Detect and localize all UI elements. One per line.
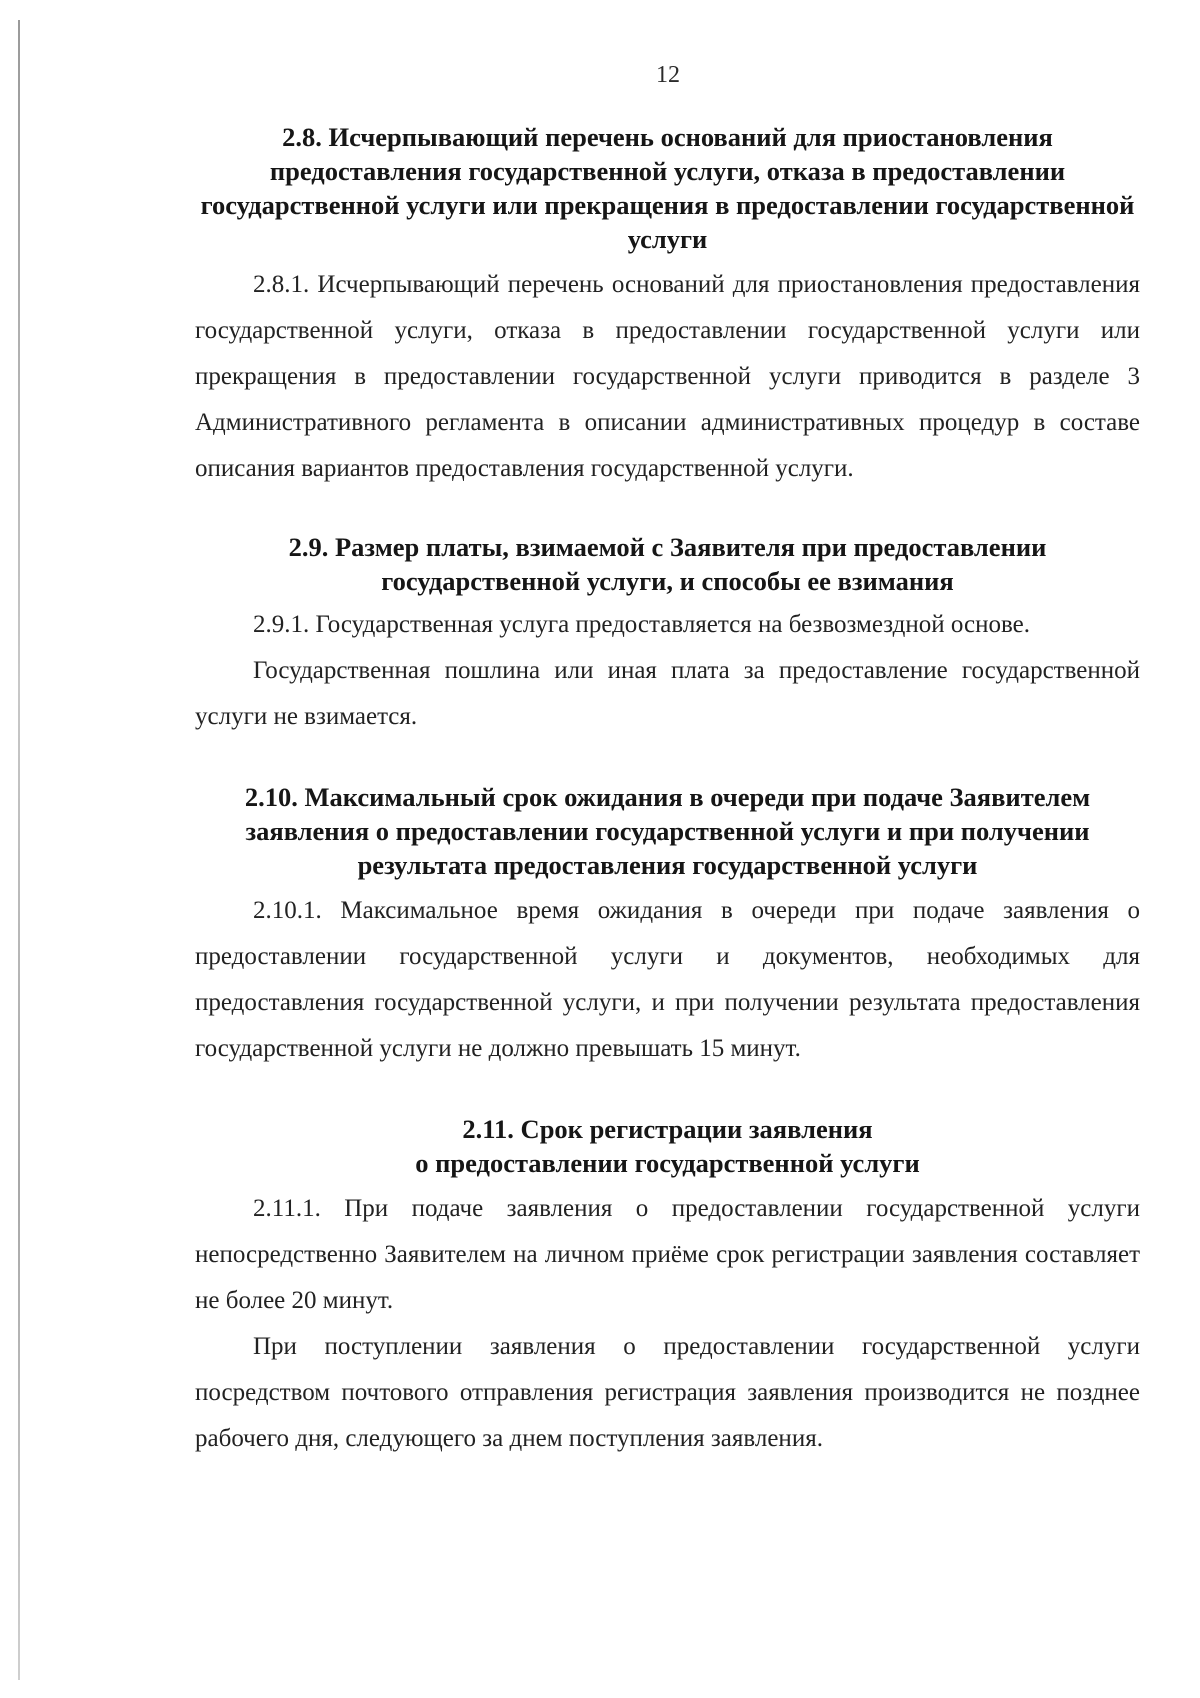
document-body xyxy=(195,120,1140,1462)
paragraph: 2.10.1. Максимальное время ожидания в очереди при подаче заявления о предоставлении государственной услуги и документов, необходимых для предоставления государственной услуги, и при получении результата предоставления государственной услуги не должно превышать 15 минут. xyxy=(195,897,1140,1062)
paragraph: 2.9.1. Государственная услуга предоставляется на безвозмездной основе. xyxy=(253,611,1030,638)
section-2-10 xyxy=(195,780,1140,1072)
section-heading-line: о предоставлении государственной услуги xyxy=(415,1148,920,1178)
section-2-9 xyxy=(195,530,1140,740)
section-heading-line: 2.11. Срок регистрации заявления xyxy=(462,1114,873,1144)
paragraph: Государственная пошлина или иная плата за предоставление государственной услуги не взимается. xyxy=(195,657,1140,730)
paragraph: При поступлении заявления о предоставлении государственной услуги посредством почтового отправления регистрация заявления производится не позднее рабочего дня, следующего за днем поступления заявления. xyxy=(195,1333,1140,1452)
section-heading: 2.9. Размер платы, взимаемой с Заявителя при предоставлении государственной услуги, и способы ее взимания xyxy=(288,532,1047,596)
section-heading: 2.10. Максимальный срок ожидания в очереди при подаче Заявителем заявления о предоставлении государственной услуги и при получении результата предоставления государственной услуги xyxy=(244,782,1091,880)
scan-border-line xyxy=(18,20,20,1680)
section-2-11 xyxy=(195,1112,1140,1462)
section-heading xyxy=(195,1112,1140,1180)
section-2-8 xyxy=(195,120,1140,492)
paragraph: 2.11.1. При подаче заявления о предоставлении государственной услуги непосредственно Заявителем на личном приёме срок регистрации заявления составляет не более 20 минут. xyxy=(195,1195,1140,1314)
page-number: 12 xyxy=(656,62,680,88)
paragraph: 2.8.1. Исчерпывающий перечень оснований для приостановления предоставления государственной услуги, отказа в предоставлении государственной услуги или прекращения в предоставлении государственной услуги приводится в разделе 3 Административного регламента в описании административных процедур в составе описания вариантов предоставления государственной услуги. xyxy=(195,271,1140,482)
section-heading: 2.8. Исчерпывающий перечень оснований для приостановления предоставления государственной услуги, отказа в предоставлении государственной услуги или прекращения в предоставлении государственной услуги xyxy=(200,122,1135,254)
